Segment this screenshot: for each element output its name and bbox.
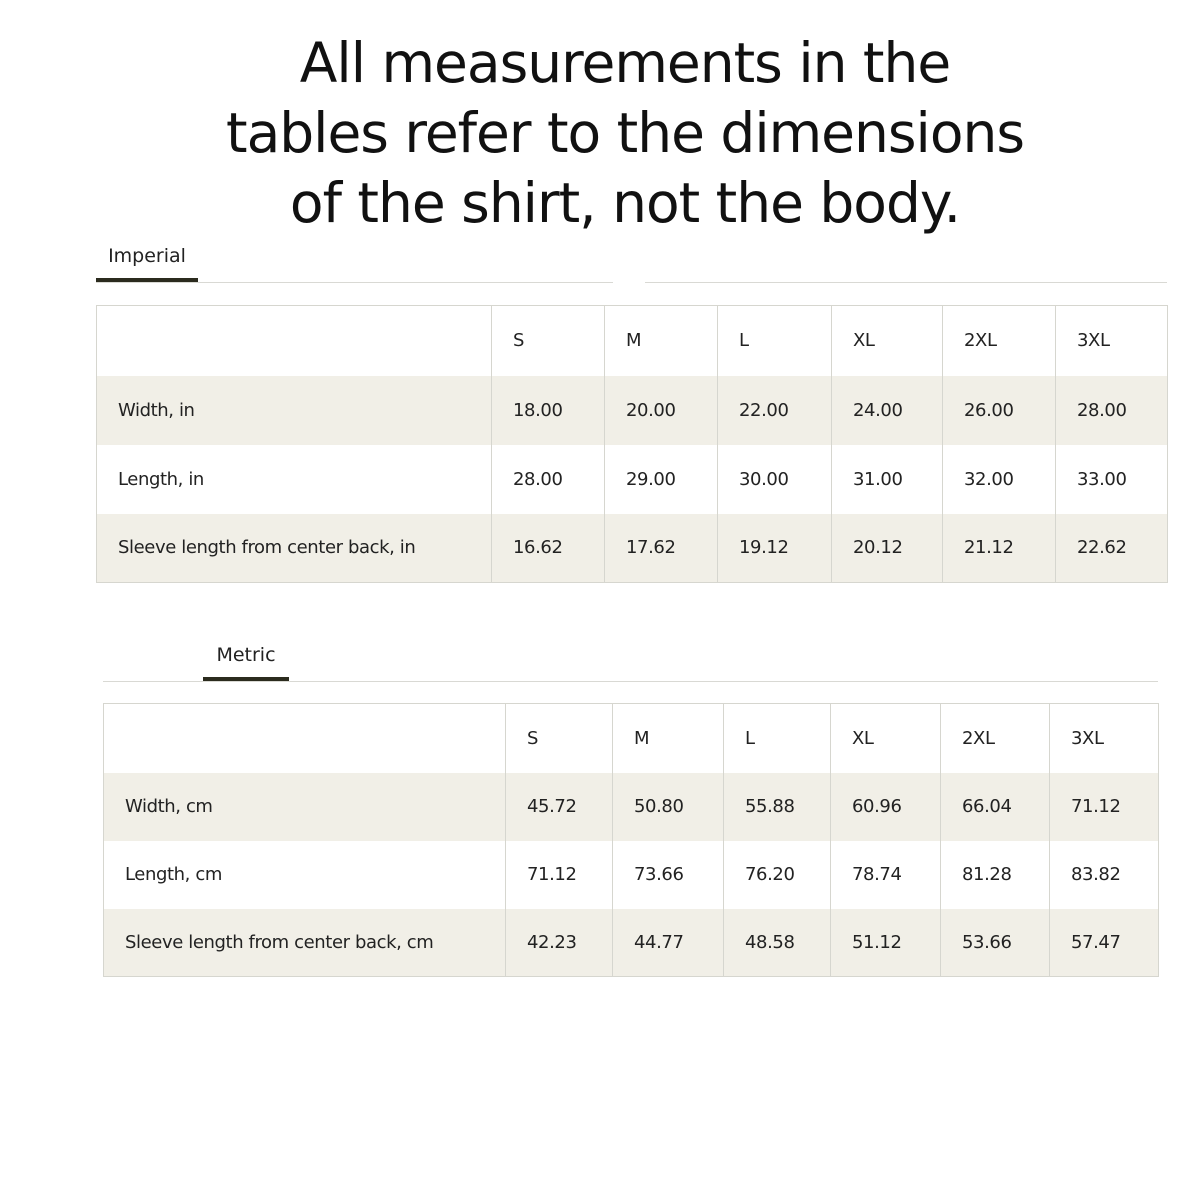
imperial-cell: 20.12 (832, 514, 943, 583)
metric-cell: 53.66 (941, 909, 1050, 977)
imperial-cell: 28.00 (492, 445, 605, 514)
metric-cell: 73.66 (613, 841, 724, 909)
metric-cell: 78.74 (831, 841, 941, 909)
imperial-cell: 28.00 (1056, 376, 1168, 445)
metric-size-header: S (506, 704, 613, 773)
metric-cell: 48.58 (724, 909, 831, 977)
imperial-table-row (97, 514, 1168, 583)
imperial-row-label: Width, in (97, 376, 492, 445)
imperial-size-table (96, 305, 1168, 583)
metric-cell: 55.88 (724, 773, 831, 841)
metric-cell: 50.80 (613, 773, 724, 841)
imperial-cell: 26.00 (943, 376, 1056, 445)
metric-row-label: Length, cm (104, 841, 506, 909)
metric-cell: 83.82 (1050, 841, 1159, 909)
metric-size-header: 3XL (1050, 704, 1159, 773)
metric-table-row (104, 841, 1159, 909)
imperial-cell: 20.00 (605, 376, 718, 445)
heading-line-1: All measurements in the (299, 31, 951, 95)
metric-cell: 71.12 (1050, 773, 1159, 841)
metric-cell: 57.47 (1050, 909, 1159, 977)
imperial-cell: 30.00 (718, 445, 832, 514)
metric-cell: 44.77 (613, 909, 724, 977)
tab-metric[interactable]: Metric (216, 644, 276, 666)
imperial-cell: 24.00 (832, 376, 943, 445)
imperial-cell: 33.00 (1056, 445, 1168, 514)
metric-tab-divider (103, 681, 1158, 682)
imperial-cell: 18.00 (492, 376, 605, 445)
imperial-cell: 22.62 (1056, 514, 1168, 583)
metric-row-label: Sleeve length from center back, cm (104, 909, 506, 977)
imperial-table-row (97, 376, 1168, 445)
metric-size-table (103, 703, 1159, 977)
metric-cell: 51.12 (831, 909, 941, 977)
metric-header-corner (104, 704, 506, 773)
metric-size-header: L (724, 704, 831, 773)
imperial-cell: 31.00 (832, 445, 943, 514)
imperial-size-header: 3XL (1056, 306, 1168, 376)
imperial-row-label: Length, in (97, 445, 492, 514)
metric-size-header: XL (831, 704, 941, 773)
imperial-cell: 16.62 (492, 514, 605, 583)
imperial-header-corner (97, 306, 492, 376)
metric-cell: 42.23 (506, 909, 613, 977)
imperial-cell: 22.00 (718, 376, 832, 445)
metric-table-row (104, 909, 1159, 977)
imperial-cell: 19.12 (718, 514, 832, 583)
heading-line-3: of the shirt, not the body. (289, 171, 961, 235)
imperial-tab-divider-right (645, 282, 1167, 283)
imperial-table-row (97, 445, 1168, 514)
metric-cell: 45.72 (506, 773, 613, 841)
metric-header-row (104, 704, 1159, 773)
metric-size-header: 2XL (941, 704, 1050, 773)
imperial-cell: 32.00 (943, 445, 1056, 514)
imperial-size-header: 2XL (943, 306, 1056, 376)
metric-size-header: M (613, 704, 724, 773)
metric-cell: 60.96 (831, 773, 941, 841)
imperial-size-header: L (718, 306, 832, 376)
metric-cell: 66.04 (941, 773, 1050, 841)
imperial-cell: 21.12 (943, 514, 1056, 583)
imperial-row-label: Sleeve length from center back, in (97, 514, 492, 583)
imperial-header-row (97, 306, 1168, 376)
metric-cell: 76.20 (724, 841, 831, 909)
metric-row-label: Width, cm (104, 773, 506, 841)
imperial-cell: 17.62 (605, 514, 718, 583)
imperial-size-header: M (605, 306, 718, 376)
imperial-size-header: S (492, 306, 605, 376)
imperial-size-header: XL (832, 306, 943, 376)
tab-imperial[interactable]: Imperial (108, 245, 186, 267)
page-heading (180, 28, 1070, 238)
heading-line-2: tables refer to the dimensions (226, 101, 1024, 165)
imperial-tab-divider-left (96, 282, 613, 283)
metric-cell: 71.12 (506, 841, 613, 909)
metric-table-row (104, 773, 1159, 841)
metric-cell: 81.28 (941, 841, 1050, 909)
imperial-cell: 29.00 (605, 445, 718, 514)
